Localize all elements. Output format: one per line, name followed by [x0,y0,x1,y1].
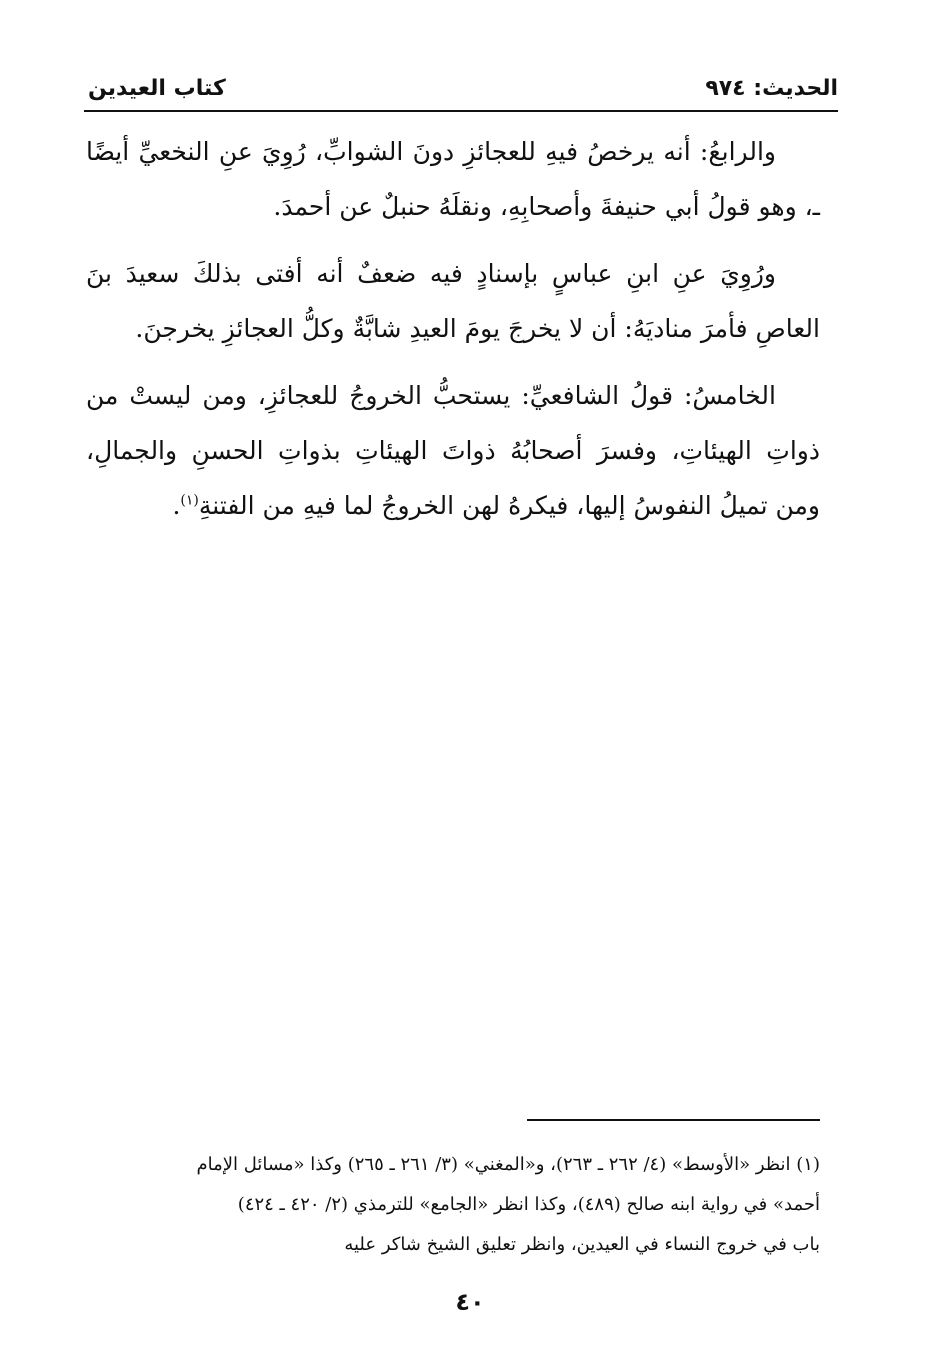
footnotes-section [86,1145,820,1265]
paragraph-fourth-opinion: والرابعُ: أنه يرخصُ فيهِ للعجائزِ دونَ الشوابِّ، رُوِيَ عنِ النخعيِّ أيضًا ـ، وهو قولُ أبي حنيفةَ وأصحابِهِ، ونقلَهُ حنبلٌ عن أحمدَ. [86,137,820,221]
footnote-line: باب في خروج النساء في العيدين، وانظر تعليق الشيخ شاكر عليه [344,1234,820,1255]
header-divider [84,110,838,112]
hadith-number-label: الحديث: ٩٧٤ [705,76,838,101]
running-header [84,76,838,110]
paragraph-end-mark: . [172,491,181,520]
paragraph-fifth-opinion-text: الخامسُ: قولُ الشافعيِّ: يستحبُّ الخروجُ للعجائزِ، ومن ليستْ من ذواتِ الهيئاتِ، وفسرَ أصحابُهُ ذواتَ الهيئاتِ بذواتِ الحسنِ والجمالِ، ومن تميلُ النفوسُ إليها، فيكرهُ لهن الخروجُ لما فيهِ من الفتنةِ [86,381,820,520]
footnote-line: (١) انظر «الأوسط» (٤/ ٢٦٢ ـ ٢٦٣)، و«المغني» (٣/ ٢٦١ ـ ٢٦٥) وكذا «مسائل الإمام [196,1154,820,1175]
book-title: كتاب العيدين [88,76,226,101]
footnote-reference[interactable]: (١) [180,492,199,509]
main-text [86,124,820,545]
paragraph-ibn-abbas-narration: ورُوِيَ عنِ ابنِ عباسٍ بإسنادٍ فيه ضعفٌ أنه أفتى بذلكَ سعيدَ بنَ العاصِ فأمرَ مناديَهُ: أن لا يخرجَ يومَ العيدِ شابَّةٌ وكلُّ العجائزِ يخرجنَ. [86,259,820,343]
footnote-divider [527,1119,820,1121]
paragraph-fifth-opinion [86,368,820,533]
page-number: ٤٠ [455,1288,485,1316]
footnote-line: أحمد» في رواية ابنه صالح (٤٨٩)، وكذا انظر «الجامع» للترمذي (٢/ ٤٢٠ ـ ٤٢٤) [237,1194,820,1215]
